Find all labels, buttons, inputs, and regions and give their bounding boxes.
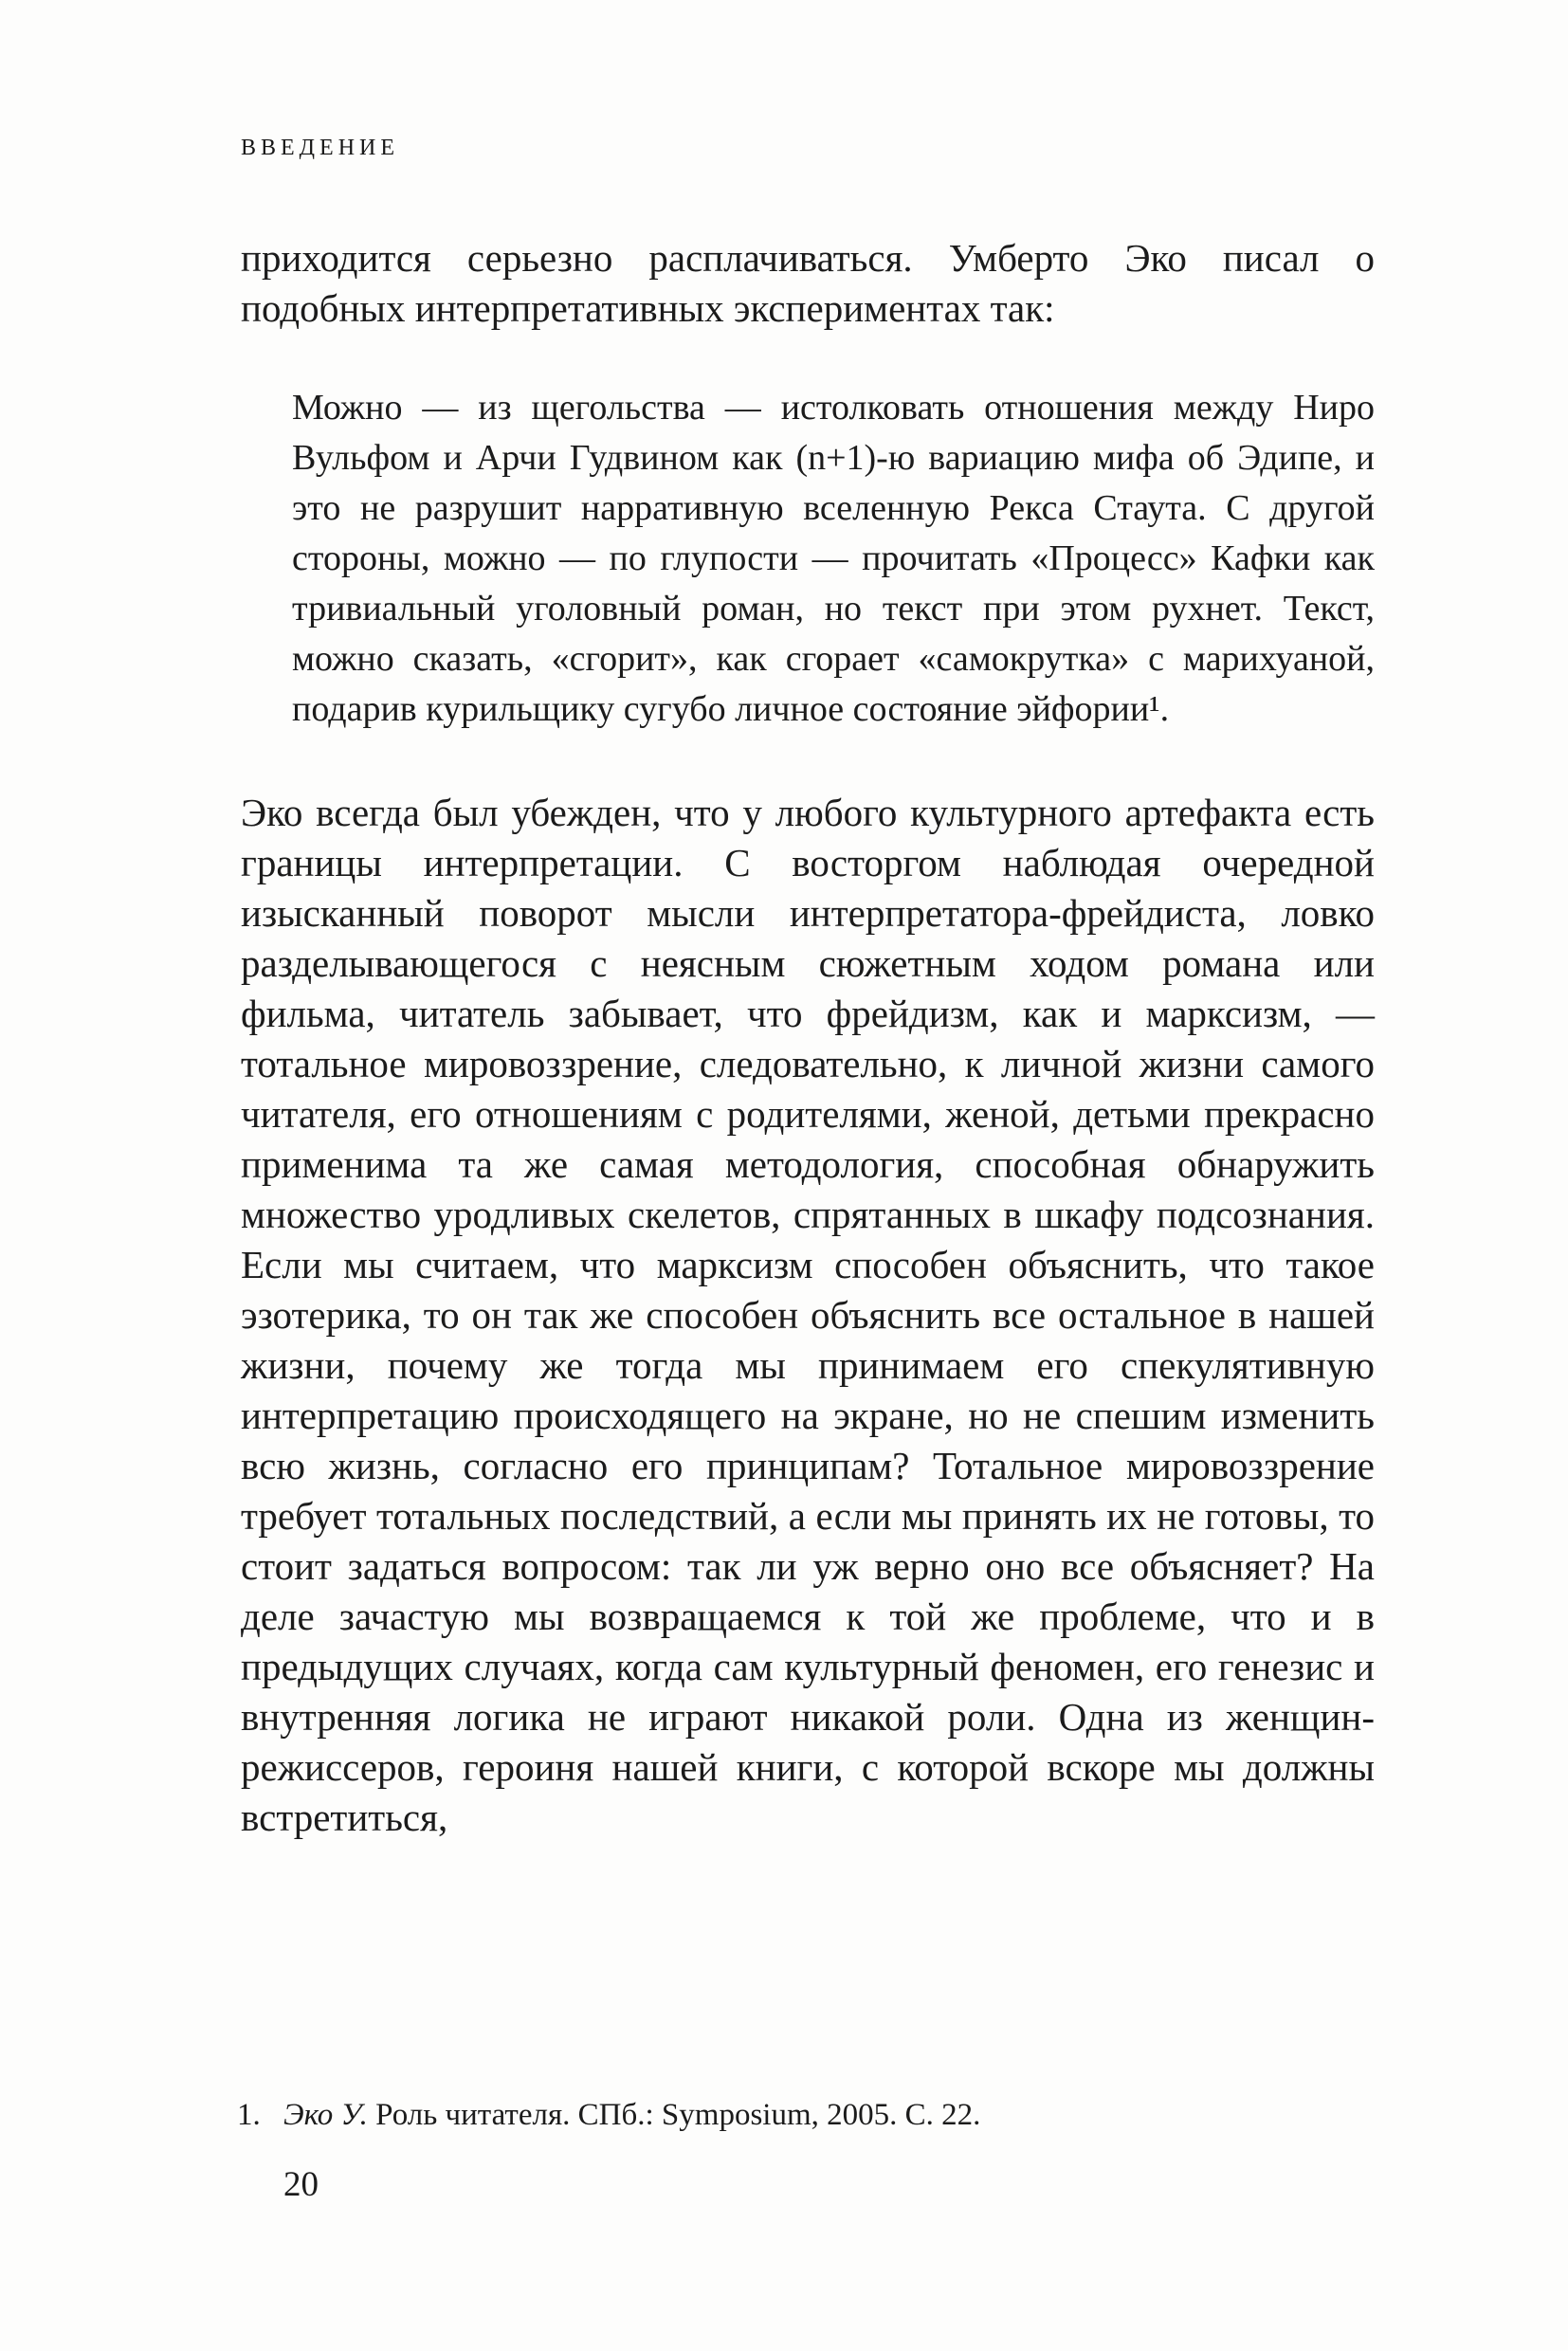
intro-paragraph: приходится серьезно расплачиваться. Умберто Эко писал о подобных интерпретативных экспериментах так: bbox=[241, 236, 1375, 330]
footnote-marker: 1. bbox=[237, 2098, 261, 2132]
text-column bbox=[241, 233, 1375, 1843]
footnote bbox=[237, 2095, 1375, 2135]
main-paragraph: Эко всегда был убежден, что у любого культурного артефакта есть границы интерпретации. С восторгом наблюдая очередной изысканный поворот мысли интерпретатора-фрейдиста, ловко разделывающегося с неясным сюжетным ходом романа или фильма, читатель забывает, что фрейдизм, как и марксизм, — тотальное мировоззрение, следовательно, к личной жизни самого читателя, его отношениям с родителями, женой, детьми прекрасно применима та же самая методология, способная обнаружить множество уродливых скелетов, спрятанных в шкафу подсознания. Если мы считаем, что марксизм способен объяснить, что такое эзотерика, то он так же способен объяснить все остальное в нашей жизни, почему же тогда мы принимаем его спекулятивную интерпретацию происходящего на экране, но не спешим изменить всю жизнь, согласно его принципам? Тотальное мировоззрение требует тотальных последствий, а если мы принять их не готовы, то стоит задаться вопросом: так ли уж верно оно все объясняет? На деле зачастую мы возвращаемся к той же проблеме, что и в предыдущих случаях, когда сам культурный феномен, его генезис и внутренняя логика не играют никакой роли. Одна из женщин-режиссеров, героиня нашей книги, с которой вскоре мы должны встретиться, bbox=[241, 791, 1375, 1839]
running-header: ВВЕДЕНИЕ bbox=[241, 136, 400, 160]
page-number: 20 bbox=[283, 2165, 319, 2204]
footnote-body bbox=[283, 2095, 980, 2135]
footnote-author: Эко У. bbox=[283, 2098, 368, 2132]
footnote-citation: Роль читателя. СПб.: Symposium, 2005. С. 22. bbox=[375, 2098, 981, 2132]
block-quote: Можно — из щегольства — истолковать отношения между Ниро Вульфом и Арчи Гудвином как (n+1)-ю вариацию мифа об Эдипе, и это не разрушит нарративную вселенную Рекса Стаута. С другой стороны, можно — по глупости — прочитать «Процесс» Кафки как тривиальный уголовный роман, но текст при этом рухнет. Текст, можно сказать, «сгорит», как сгорает «самокрутка» с марихуаной, подарив курильщику сугубо личное состояние эйфории¹. bbox=[292, 388, 1375, 729]
